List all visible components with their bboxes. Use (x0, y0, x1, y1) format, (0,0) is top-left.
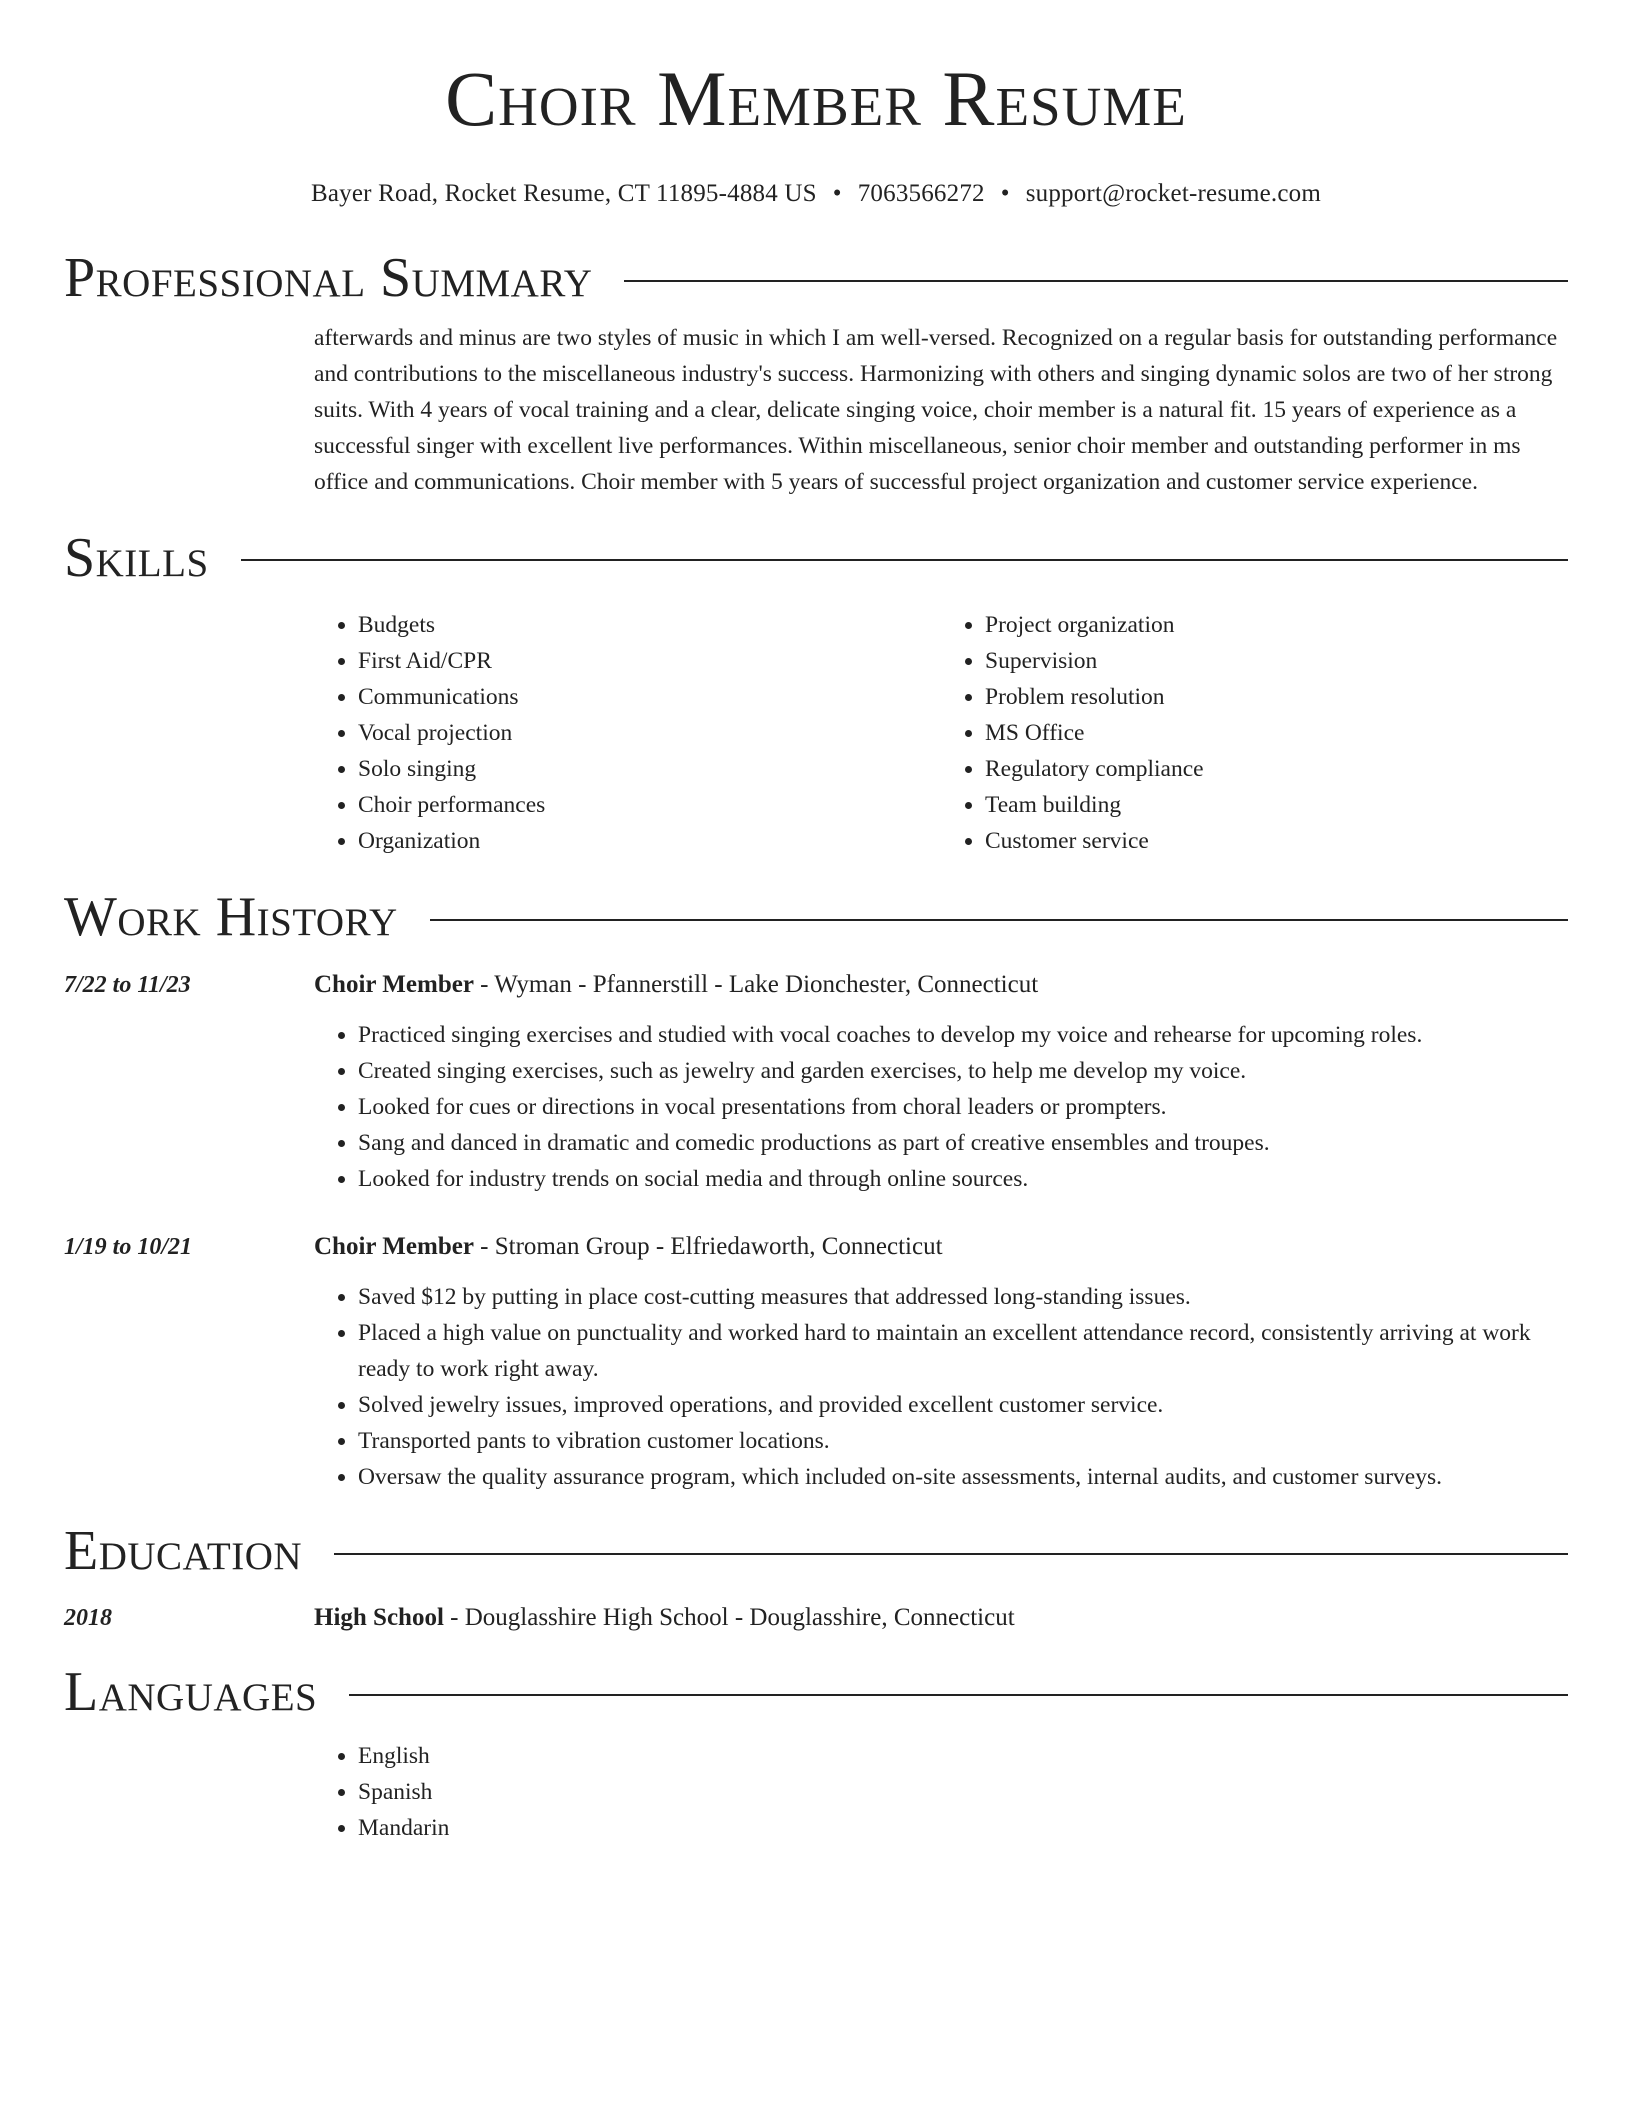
section-title-education: Education (64, 1519, 303, 1582)
languages-heading (64, 1662, 1568, 1724)
job-bullet: • Practiced singing exercises and studied with vocal coaches to develop my voice and rehearse for upcoming roles. (358, 1017, 1568, 1053)
skill-item: • Vocal projection (358, 715, 941, 751)
job-body (314, 967, 1568, 1197)
contact-email: support@rocket-resume.com (1025, 180, 1321, 207)
contact-address: Bayer Road, Rocket Resume, CT 11895-4884 US (311, 180, 817, 207)
job-entry (64, 967, 1568, 1197)
job-bullet: • Sang and danced in dramatic and comedic productions as part of creative ensembles and troupes. (358, 1125, 1568, 1161)
contact-phone: 7063566272 (857, 180, 985, 207)
job-bullet: • Saved $12 by putting in place cost-cutting measures that addressed long-standing issues. (358, 1279, 1568, 1315)
skill-item: • Team building (985, 787, 1568, 823)
languages-section (64, 1662, 1568, 1846)
job-heading (314, 1229, 1568, 1265)
skill-item: • Organization (358, 823, 941, 859)
skill-item: • Choir performances (358, 787, 941, 823)
language-item: • English (358, 1738, 1568, 1774)
summary-section (64, 248, 1568, 500)
job-heading (314, 967, 1568, 1003)
skill-item: • Communications (358, 679, 941, 715)
skill-item: • Supervision (985, 643, 1568, 679)
section-divider (430, 919, 1568, 921)
job-bullet: • Placed a high value on punctuality and worked hard to maintain an excellent attendance record, consistently arriving at work ready to work right away. (358, 1315, 1568, 1387)
section-title-work-history: Work History (64, 886, 398, 949)
job-role: Choir Member (314, 970, 474, 998)
education-heading-line (314, 1600, 1568, 1636)
job-bullet: • Looked for cues or directions in vocal presentations from choral leaders or prompters. (358, 1089, 1568, 1125)
contact-separator: • (1000, 180, 1010, 207)
section-title-skills: Skills (64, 526, 209, 589)
skills-heading (64, 528, 1568, 590)
job-bullet: • Transported pants to vibration customer locations. (358, 1423, 1568, 1459)
contact-line (64, 180, 1568, 208)
education-degree: High School (314, 1604, 444, 1632)
language-item: • Spanish (358, 1774, 1568, 1810)
job-details: - Wyman - Pfannerstill - Lake Dionchester, Connecticut (473, 970, 1039, 998)
job-details: - Stroman Group - Elfriedaworth, Connecticut (473, 1232, 943, 1260)
job-bullet: • Created singing exercises, such as jewelry and garden exercises, to help me develop my voice. (358, 1053, 1568, 1089)
education-heading (64, 1521, 1568, 1583)
resume-name: Choir Member Resume (445, 55, 1187, 142)
job-bullets (314, 1017, 1568, 1197)
section-divider (624, 280, 1568, 282)
education-body (314, 1600, 1568, 1636)
section-divider (241, 559, 1568, 561)
job-entry (64, 1229, 1568, 1495)
skill-item: • Budgets (358, 607, 941, 643)
job-bullets (314, 1279, 1568, 1495)
education-entry (64, 1600, 1568, 1636)
section-divider (349, 1694, 1568, 1696)
contact-separator: • (832, 180, 842, 207)
section-title-summary: Professional Summary (64, 247, 593, 309)
section-divider (334, 1553, 1568, 1555)
summary-text: afterwards and minus are two styles of music in which I am well-versed. Recognized on a regular basis for outstanding performance and contributions to the miscellaneous industry's success. Harmonizing with others and singing dynamic solos are two of her strong suits. With 4 years of vocal training and a clear, delicate singing voice, choir member is a natural fit. 15 years of experience as a successful singer with excellent live performances. Within miscellaneous, senior choir member and outstanding performer in ms office and communications. Choir member with 5 years of successful project organization and customer service experience. (314, 324, 1558, 495)
skills-list-right (941, 607, 1568, 859)
education-year: 2018 (64, 1605, 112, 1632)
languages-list (314, 1738, 1568, 1846)
skill-item: • First Aid/CPR (358, 643, 941, 679)
job-bullet: • Looked for industry trends on social media and through online sources. (358, 1161, 1568, 1197)
skill-item: • Solo singing (358, 751, 941, 787)
skill-item: • Regulatory compliance (985, 751, 1568, 787)
skill-item: • Problem resolution (985, 679, 1568, 715)
work-history-section (64, 887, 1568, 1495)
education-details: - Douglasshire High School - Douglasshire, Connecticut (443, 1604, 1015, 1632)
job-role: Choir Member (314, 1232, 474, 1260)
skill-item: • Customer service (985, 823, 1568, 859)
work-history-heading (64, 887, 1568, 949)
summary-heading (64, 248, 1568, 310)
job-dates: 1/19 to 10/21 (64, 1233, 193, 1260)
skills-grid (314, 607, 1568, 859)
language-item: • Mandarin (358, 1810, 1568, 1846)
job-bullet: • Oversaw the quality assurance program, which included on-site assessments, internal audits, and customer surveys. (358, 1459, 1568, 1495)
skills-list-left (314, 607, 941, 859)
languages-list-wrap (314, 1738, 1568, 1846)
skill-item: • MS Office (985, 715, 1568, 751)
skills-section (64, 528, 1568, 860)
job-dates: 7/22 to 11/23 (64, 971, 191, 998)
education-section (64, 1521, 1568, 1637)
job-bullet: • Solved jewelry issues, improved operations, and provided excellent customer service. (358, 1387, 1568, 1423)
job-body (314, 1229, 1568, 1495)
section-title-languages: Languages (64, 1661, 318, 1724)
skill-item: • Project organization (985, 607, 1568, 643)
